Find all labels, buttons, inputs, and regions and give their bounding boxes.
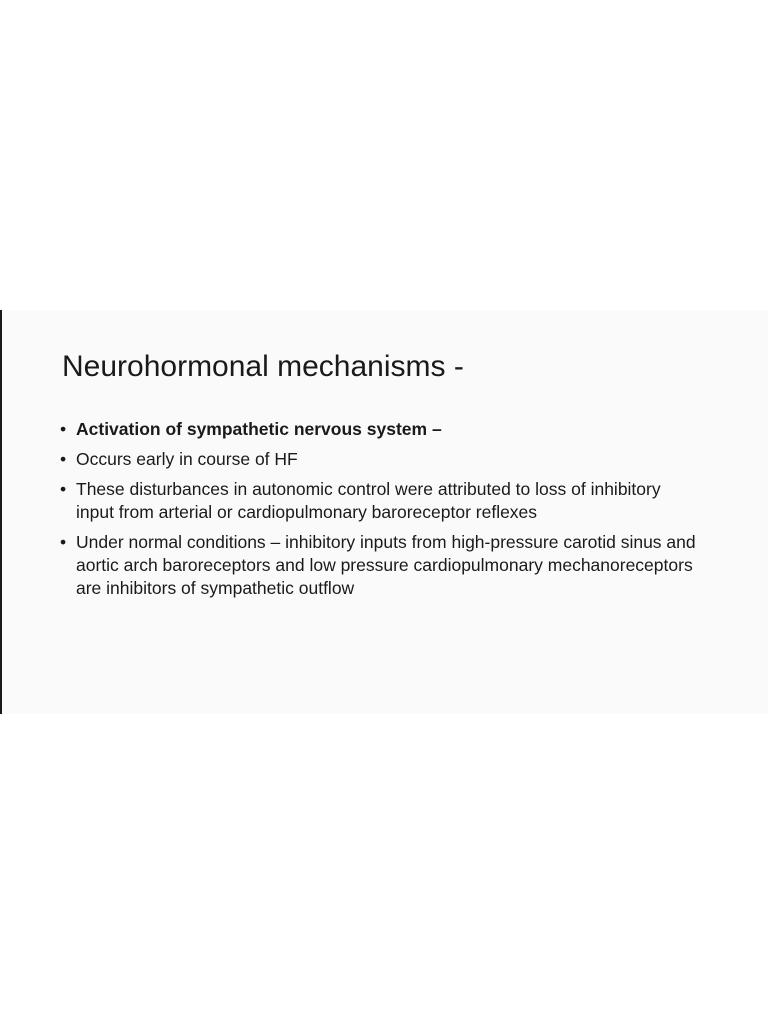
slide — [0, 310, 768, 714]
bullet-text: Under normal conditions – inhibitory inputs from high-pressure carotid sinus and aortic arch baroreceptors and low pressure cardiopulmonary mechanoreceptors are inhibitors of sympathetic outflow — [76, 532, 696, 598]
bullet-item — [60, 418, 700, 441]
slide-title: Neurohormonal mechanisms - — [62, 350, 464, 383]
bullet-text: Activation of sympathetic nervous system – — [76, 419, 442, 439]
bullet-item — [60, 448, 700, 471]
bullet-list — [60, 418, 700, 607]
bullet-text: Occurs early in course of HF — [76, 449, 298, 469]
bullet-item — [60, 531, 700, 600]
bullet-dot-icon: • — [60, 532, 67, 552]
bullet-item — [60, 478, 700, 524]
bullet-dot-icon: • — [60, 479, 67, 499]
bullet-text: These disturbances in autonomic control were attributed to loss of inhibitory input from arterial or cardiopulmonary baroreceptor reflexes — [76, 479, 661, 522]
bullet-dot-icon: • — [60, 449, 67, 469]
bullet-dot-icon: • — [60, 419, 67, 439]
